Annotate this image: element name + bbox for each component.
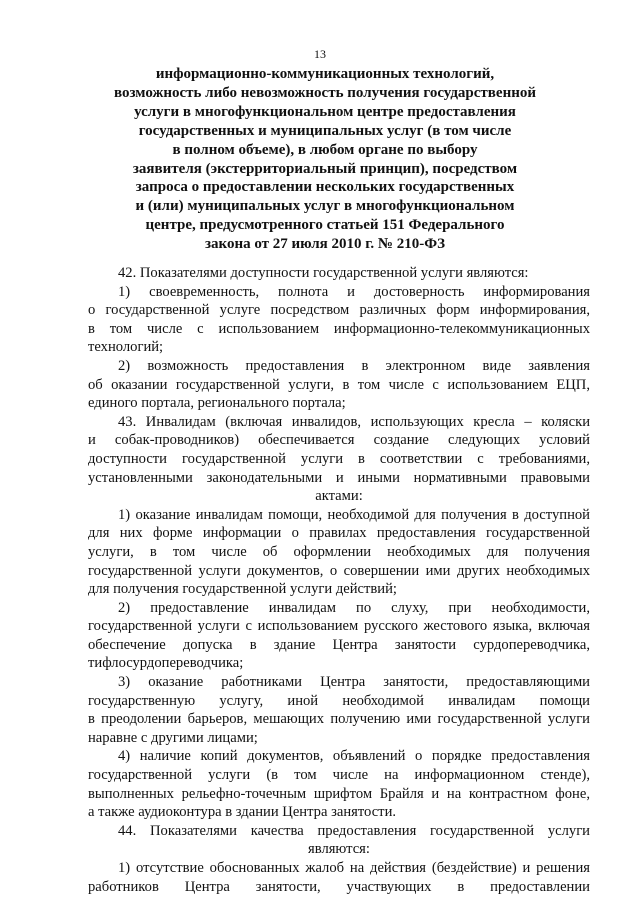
text-line: услуги, в том числе об оформлении необходимых для получения	[88, 543, 590, 560]
text-line: 2) предоставление инвалидам по слуху, при необходимости,	[118, 599, 590, 616]
text-line: 3) оказание работниками Центра занятости, предоставляющими	[118, 674, 590, 691]
heading-line: заявителя (экстерриториальный принцип), посредством	[132, 160, 518, 177]
body-text	[88, 264, 590, 896]
heading-line: информационно-коммуникационных технологий,	[155, 66, 495, 82]
text-line: выполненных рельефно-точечным шрифтом Брайля и на контрастном фоне,	[88, 785, 590, 802]
text-line: об оказании государственной услуги, в том числе с использованием ЕЦП,	[88, 376, 590, 393]
text-line: для получения государственной услуги действий;	[88, 581, 397, 598]
text-line: 1) отсутствие обоснованных жалоб на действия (бездействие) и решения	[118, 860, 590, 876]
heading-line: государственных и муниципальных услуг (в том числе	[138, 122, 512, 139]
heading-line: в полном объеме), в любом органе по выбору	[172, 141, 478, 158]
text-line: работников Центра занятости, участвующих в предоставлении	[88, 878, 590, 895]
text-line: доступности государственной услуги в соответствии с требованиями,	[88, 450, 590, 467]
heading-line: услуги в многофункциональном центре предоставления	[134, 103, 516, 120]
text-line: технологий;	[88, 339, 164, 356]
text-line: в преодолении барьеров, мешающих получению ими государственной услуги	[88, 711, 590, 728]
text-line: 44. Показателями качества предоставления государственной услуги	[118, 822, 590, 839]
heading-line: закона от 27 июля 2010 г. № 210-ФЗ	[204, 236, 446, 253]
heading-line: возможность либо невозможность получения государственной	[113, 84, 536, 101]
text-line: являются:	[308, 841, 370, 858]
text-line: государственной услуги с использованием русского жестового языка, включая	[88, 618, 590, 635]
text-line: 4) наличие копий документов, объявлений о порядке предоставления	[118, 748, 590, 765]
text-line: государственную услугу, иной необходимой инвалидам помощи	[88, 692, 590, 709]
text-line: тифлосурдопереводчика;	[88, 655, 244, 672]
text-line: обеспечение допуска в здание Центра занятости сурдопереводчика,	[88, 636, 590, 653]
text-line: наравне с другими лицами;	[88, 729, 258, 746]
text-line: 43. Инвалидам (включая инвалидов, использующих кресла – коляски	[118, 413, 590, 430]
text-line: 1) своевременность, полнота и достоверность информирования	[118, 283, 590, 300]
text-line: единого портала, регионального портала;	[88, 395, 346, 412]
text-line: установленными законодательными и иными нормативными правовыми	[88, 469, 590, 486]
heading-line: запроса о предоставлении нескольких государственных	[135, 179, 515, 196]
text-line: для них форме информации о правилах предоставления государственной	[88, 525, 590, 542]
text-line: а также аудиоконтура в здании Центра занятости.	[88, 804, 397, 821]
section-heading	[110, 65, 540, 254]
text-line: государственной услуги (в том числе на информационном стенде),	[88, 767, 590, 784]
heading-line: центре, предусмотренного статьей 151 Федерального	[145, 217, 505, 234]
text-line: 2) возможность предоставления в электронном виде заявления	[118, 357, 590, 374]
text-line: и собак-проводников) обеспечивается создание следующих условий	[88, 432, 590, 449]
text-line: государственной услуги документов, о совершении ими других необходимых	[88, 562, 590, 579]
text-line: 42. Показателями доступности государственной услуги являются:	[118, 265, 529, 281]
text-line: актами:	[315, 488, 363, 505]
heading-line: и (или) муниципальных услуг в многофункциональном	[135, 198, 515, 215]
text-line: 1) оказание инвалидам помощи, необходимой для получения в доступной	[118, 506, 590, 523]
text-line: о государственной услуге посредством различных форм информирования,	[88, 302, 590, 319]
text-line: в том числе с использованием информационно-телекоммуникационных	[88, 320, 590, 337]
page-number: 13	[314, 47, 326, 61]
